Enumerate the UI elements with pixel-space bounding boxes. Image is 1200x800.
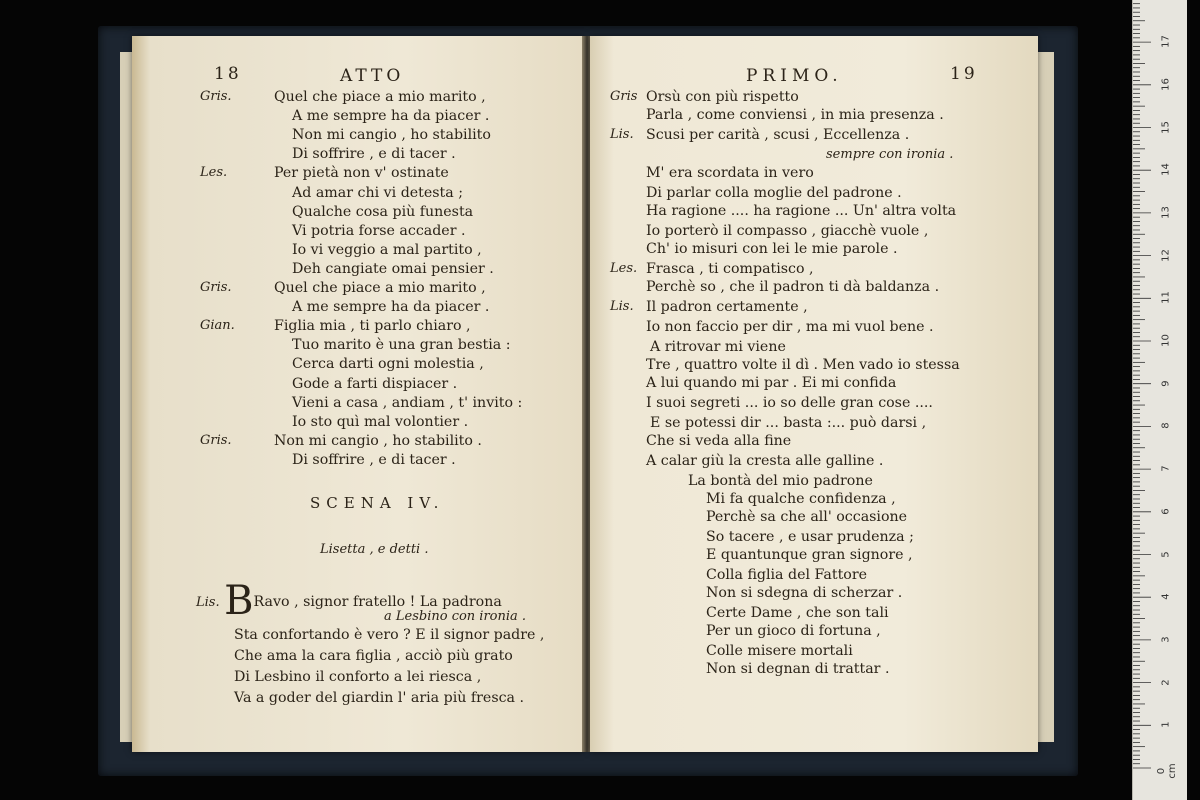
stage-direction-text: sempre con ironia . bbox=[826, 147, 954, 162]
verse-line: E quantunque gran signore , bbox=[706, 547, 913, 563]
speaker-label: Lis. bbox=[196, 595, 220, 610]
ruler-number: 5 bbox=[1160, 550, 1172, 558]
ruler-number: 1 bbox=[1160, 721, 1172, 728]
drop-cap: B bbox=[224, 578, 254, 624]
verse-line: M' era scordata in vero bbox=[646, 165, 814, 181]
verse-line: A me sempre ha da piacer . bbox=[292, 299, 490, 316]
verse-line: Non mi cangio , ho stabilito bbox=[292, 127, 491, 144]
ruler-number: 2 bbox=[1160, 678, 1172, 686]
verse-line: Quel che piace a mio marito , bbox=[274, 280, 486, 296]
verse-line: Di soffrire , e di tacer . bbox=[292, 451, 456, 468]
verse-line: Scusi per carità , scusi , Eccellenza . bbox=[646, 127, 910, 143]
verse-line: Gode a farti dispiacer . bbox=[292, 375, 458, 392]
ruler-number: 4 bbox=[1160, 593, 1172, 600]
verse-line: A ritrovar mi viene bbox=[650, 339, 786, 355]
verse-line: Io vi veggio a mal partito , bbox=[292, 241, 482, 258]
ruler-number: 10 bbox=[1160, 334, 1172, 347]
speaker-label: Les. bbox=[610, 261, 638, 276]
verse-line: Deh cangiate omai pensier . bbox=[292, 260, 494, 277]
verse-line: Per pietà non v' ostinate bbox=[274, 165, 449, 182]
stage-direction bbox=[384, 607, 526, 626]
verse-line: Orsù con più rispetto bbox=[646, 89, 799, 105]
verse-line: Perchè sa che all' occasione bbox=[706, 509, 908, 525]
ruler-number: 6 bbox=[1160, 508, 1172, 515]
verse-line: So tacere , e usar prudenza ; bbox=[706, 529, 914, 545]
verse-line: Sta confortando è vero ? E il signor padre , bbox=[234, 627, 545, 643]
verse-line: Il padron certamente , bbox=[646, 299, 808, 315]
speech-first-text: Ravo , signor fratello ! La padrona bbox=[253, 594, 502, 610]
verse-line: Quel che piace a mio marito , bbox=[274, 89, 486, 105]
verse-line: Tuo marito è una gran bestia : bbox=[292, 337, 511, 354]
verse-line: Non mi cangio , ho stabilito . bbox=[274, 432, 482, 449]
scene-characters bbox=[320, 540, 428, 559]
verse-line: Colla figlia del Fattore bbox=[706, 567, 868, 583]
right-page-number: 19 bbox=[950, 64, 978, 84]
verse-line: Frasca , ti compatisco , bbox=[646, 261, 814, 277]
ruler-number: 3 bbox=[1160, 636, 1172, 643]
verse-line: Che si veda alla fine bbox=[646, 433, 792, 449]
verse-line: A me sempre ha da piacer . bbox=[292, 108, 490, 125]
ruler-number: 12 bbox=[1160, 248, 1172, 262]
verse-line: A calar giù la cresta alle galline . bbox=[646, 453, 884, 469]
verse-line: Colle misere mortali bbox=[706, 643, 853, 659]
ruler-number: 17 bbox=[1160, 35, 1172, 48]
verse-line: Va a goder del giardin l' aria più fresca . bbox=[234, 690, 525, 706]
verse-line: Che ama la cara figlia , acciò più grato bbox=[234, 648, 513, 664]
verse-line: Certe Dame , che son tali bbox=[706, 605, 889, 621]
verse-line: I suoi segreti ... io so delle gran cose .... bbox=[646, 395, 933, 411]
verse-line: Per un gioco di fortuna , bbox=[706, 623, 881, 639]
verse-line: Qualche cosa più funesta bbox=[292, 203, 474, 220]
verse-line: Io non faccio per dir , ma mi vuol bene . bbox=[646, 319, 934, 335]
verse-line: Vieni a casa , andiam , t' invito : bbox=[292, 394, 523, 411]
scene-title: SCENA IV. bbox=[310, 494, 445, 512]
ruler-number: 11 bbox=[1160, 291, 1172, 305]
scene-characters-text: Lisetta , e detti . bbox=[320, 542, 429, 557]
ruler-unit: 0 cm bbox=[1156, 763, 1178, 779]
ruler-number: 15 bbox=[1160, 120, 1172, 134]
verse-line: La bontà del mio padrone bbox=[688, 473, 873, 489]
left-running-header: ATTO bbox=[340, 66, 405, 86]
verse-line: Figlia mia , ti parlo chiaro , bbox=[274, 318, 471, 335]
verse-line: Io porterò il compasso , giacchè vuole , bbox=[646, 223, 929, 239]
ruler-number: 7 bbox=[1160, 465, 1172, 472]
verse-line: Di soffrire , e di tacer . bbox=[292, 146, 456, 163]
verse-line: Tre , quattro volte il dì . Men vado io stessa bbox=[646, 357, 960, 373]
verse-line: Cerca darti ogni molestia , bbox=[292, 356, 484, 373]
verse-line: Perchè so , che il padron ti dà baldanza . bbox=[646, 279, 940, 295]
ruler-number: 14 bbox=[1160, 163, 1172, 177]
verse-line: A lui quando mi par . Ei mi confida bbox=[646, 375, 897, 391]
verse-line: Io sto quì mal volontier . bbox=[292, 413, 469, 430]
verse-line: Vi potria forse accader . bbox=[292, 222, 466, 239]
verse-line: Ha ragione .... ha ragione ... Un' altra volta bbox=[646, 203, 957, 219]
ruler-number: 16 bbox=[1160, 77, 1172, 91]
verse-line: Mi fa qualche confidenza , bbox=[706, 491, 896, 507]
verse-line: Non si degnan di trattar . bbox=[706, 661, 890, 677]
speaker-label: Gian. bbox=[200, 318, 235, 334]
verse-line: Di Lesbino il conforto a lei riesca , bbox=[234, 669, 482, 685]
speaker-label: Lis. bbox=[610, 127, 634, 142]
speaker-label: Gris. bbox=[200, 432, 232, 448]
speaker-label: Gris bbox=[610, 89, 638, 104]
ruler-number: 8 bbox=[1160, 422, 1172, 430]
ruler-number: 9 bbox=[1160, 380, 1172, 387]
speaker-label: Lis. bbox=[610, 299, 634, 314]
verse-line: Ad amar chi vi detesta ; bbox=[292, 184, 463, 201]
verse-line: Di parlar colla moglie del padrone . bbox=[646, 185, 902, 201]
speaker-label: Gris. bbox=[200, 280, 232, 295]
page-edge-right bbox=[1036, 52, 1054, 742]
measuring-ruler bbox=[1132, 0, 1187, 800]
ruler-number: 13 bbox=[1160, 206, 1172, 219]
verse-line: Ch' io misuri con lei le mie parole . bbox=[646, 241, 898, 257]
speaker-label: Les. bbox=[200, 165, 228, 181]
right-running-header: PRIMO. bbox=[746, 66, 843, 86]
stage-direction-text: a Lesbino con ironia . bbox=[384, 609, 527, 624]
left-page-number: 18 bbox=[214, 64, 242, 84]
speaker-label: Gris. bbox=[200, 89, 232, 104]
verse-line: Parla , come conviensi , in mia presenza . bbox=[646, 107, 944, 123]
verse-line: Non si sdegna di scherzar . bbox=[706, 585, 903, 601]
verse-line: E se potessi dir ... basta :... può darsi , bbox=[650, 415, 927, 431]
